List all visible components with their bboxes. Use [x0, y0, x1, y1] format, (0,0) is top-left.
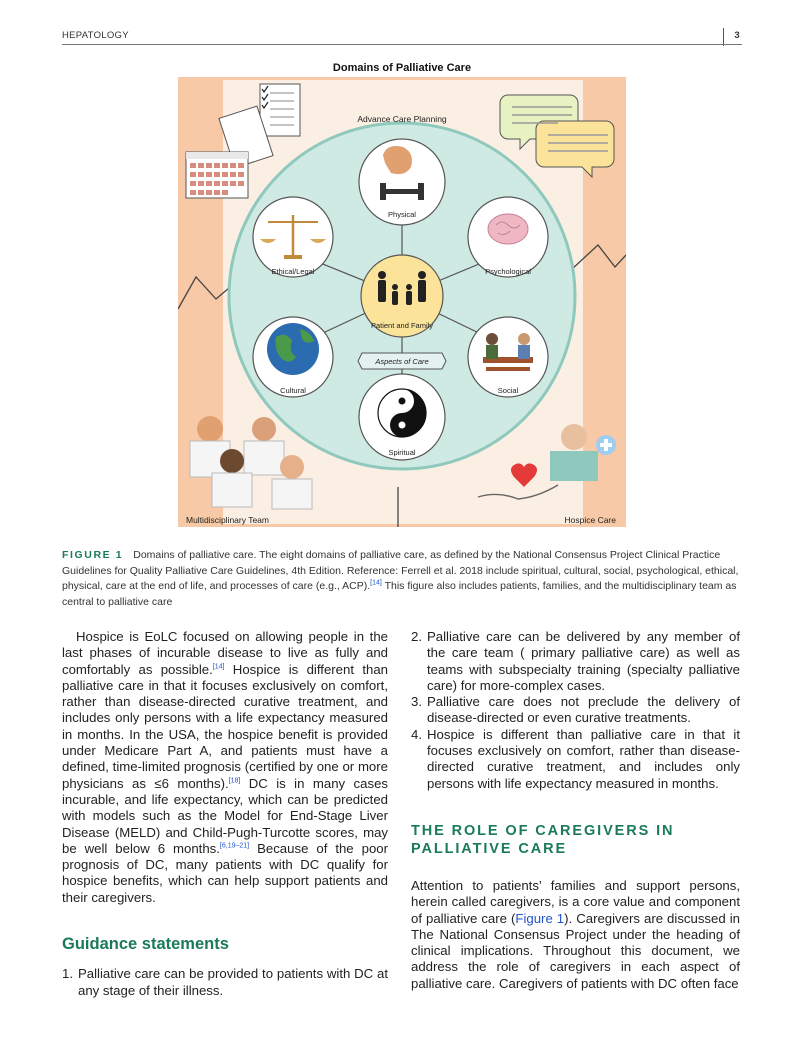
figure-link[interactable]: Figure 1 — [515, 910, 565, 926]
label-aspects-of-care: Aspects of Care — [375, 357, 429, 366]
label-patient-family: Patient and Family — [370, 321, 434, 330]
node-psychological — [468, 197, 548, 277]
node-physical — [359, 139, 445, 225]
section-heading-guidance: Guidance statements — [62, 935, 229, 954]
page-number: 3 — [734, 30, 740, 41]
dumbbell-icon — [384, 189, 420, 194]
running-header — [62, 30, 742, 44]
figure-label: FIGURE 1 — [62, 549, 124, 561]
label-social: Social — [497, 386, 519, 395]
figure-caption — [62, 548, 742, 610]
node-cultural — [253, 317, 333, 397]
label-spiritual: Spiritual — [388, 448, 416, 457]
label-cultural: Cultural — [280, 386, 306, 395]
guidance-list-continued — [411, 629, 740, 792]
guidance-list — [62, 966, 388, 999]
caption-text: Domains of palliative care. The eight domains of palliative care, as defined by the National Consensus Project Clinical Practice Guidelines for Quality Palliative Care Guidelines, 4th Edition. Reference: Ferrell et al. 2018 include spiritual, cultural, social, psychological, ethical, physical, care at the end of life, and processes of care (e.g., ACP). — [62, 549, 739, 592]
section-heading-caregivers: THE ROLE OF CAREGIVERS IN PALLIATIVE CARE — [411, 822, 675, 857]
node-social — [468, 317, 548, 397]
list-item: 4. Hospice is different than palliative care in that it focuses exclusively on comfort, rather than disease-directed curative treatment, and includes only persons with life expectancy measured in months. — [411, 726, 740, 791]
calendar-icon — [186, 152, 248, 198]
label-ethical-legal: Ethical/Legal — [271, 267, 315, 276]
list-item: 2. Palliative care can be delivered by any member of the care team ( primary palliative care) as well as teams with subspecialty training (specialty palliative care) for more-complex cases. — [411, 629, 740, 693]
node-patient-family — [361, 255, 443, 337]
list-item: 1. Palliative care can be provided to patients with DC at any stage of their illness. — [62, 966, 388, 998]
node-ethical-legal — [253, 197, 333, 277]
globe-icon — [267, 323, 319, 375]
citation[interactable]: [18] — [228, 777, 241, 785]
hospice-paragraph: Hospice is EoLC focused on allowing people in the last phases of incurable disease to live as fully and comfortably as possible.[14] Hospice is different than palliative care in that it focuses exclusively on comfort, rather than disease-directed curative treatment, and includes only persons with a life expectancy measured in months. In the USA, the hospice benefit is provided under Medicare Part A, and patients must have a defined, time-limited prognosis (certified by one or more physicians as ≤6 months).[18] DC is in many cases incurable, and life expectancy, which can be predicted with models such as the Model for End-Stage Liver Disease (MELD) and Child-Pugh-Turcotte scores, may be well below 6 months.[6,19–21] Because of the poor prognosis of DC, many patients with DC qualify for hospice benefits, which can help support patients and their caregivers. — [62, 629, 388, 905]
right-column — [411, 629, 740, 992]
citation[interactable]: [6,19–21] — [219, 842, 250, 850]
caption-text-end: This figure also includes patients, families, and the multidisciplinary team as central to palliative care — [62, 580, 737, 608]
label-physical: Physical — [388, 210, 416, 219]
journal-name: HEPATOLOGY — [62, 30, 129, 41]
aspects-banner — [358, 353, 446, 369]
label-multidisciplinary-team: Multidisciplinary Team — [186, 515, 269, 525]
brain-icon — [488, 214, 528, 244]
left-column — [62, 629, 388, 999]
citation[interactable]: [14] — [212, 663, 225, 671]
label-advance-care-planning: Advance Care Planning — [357, 114, 447, 124]
palliative-care-figure — [178, 77, 626, 527]
figure-title: Domains of Palliative Care — [332, 62, 472, 74]
caption-ref[interactable]: [14] — [370, 579, 382, 587]
header-rule — [62, 44, 742, 45]
figure-illustration — [178, 77, 626, 527]
label-hospice-care: Hospice Care — [564, 515, 616, 525]
node-spiritual — [359, 374, 445, 460]
list-item: 3. Palliative care does not preclude the delivery of disease-directed or even curative treatments. — [411, 694, 740, 726]
label-psychological: Psychological — [485, 267, 531, 276]
caregivers-paragraph: Attention to patients’ families and support persons, herein called caregivers, is a core value and component of palliative care (Figure 1). Caregivers are discussed in The National Consensus Project under the heading of clinical implications. Throughout this document, we address the role of caregivers in each aspect of palliative care. Caregivers of patients with DC often face — [411, 877, 740, 991]
